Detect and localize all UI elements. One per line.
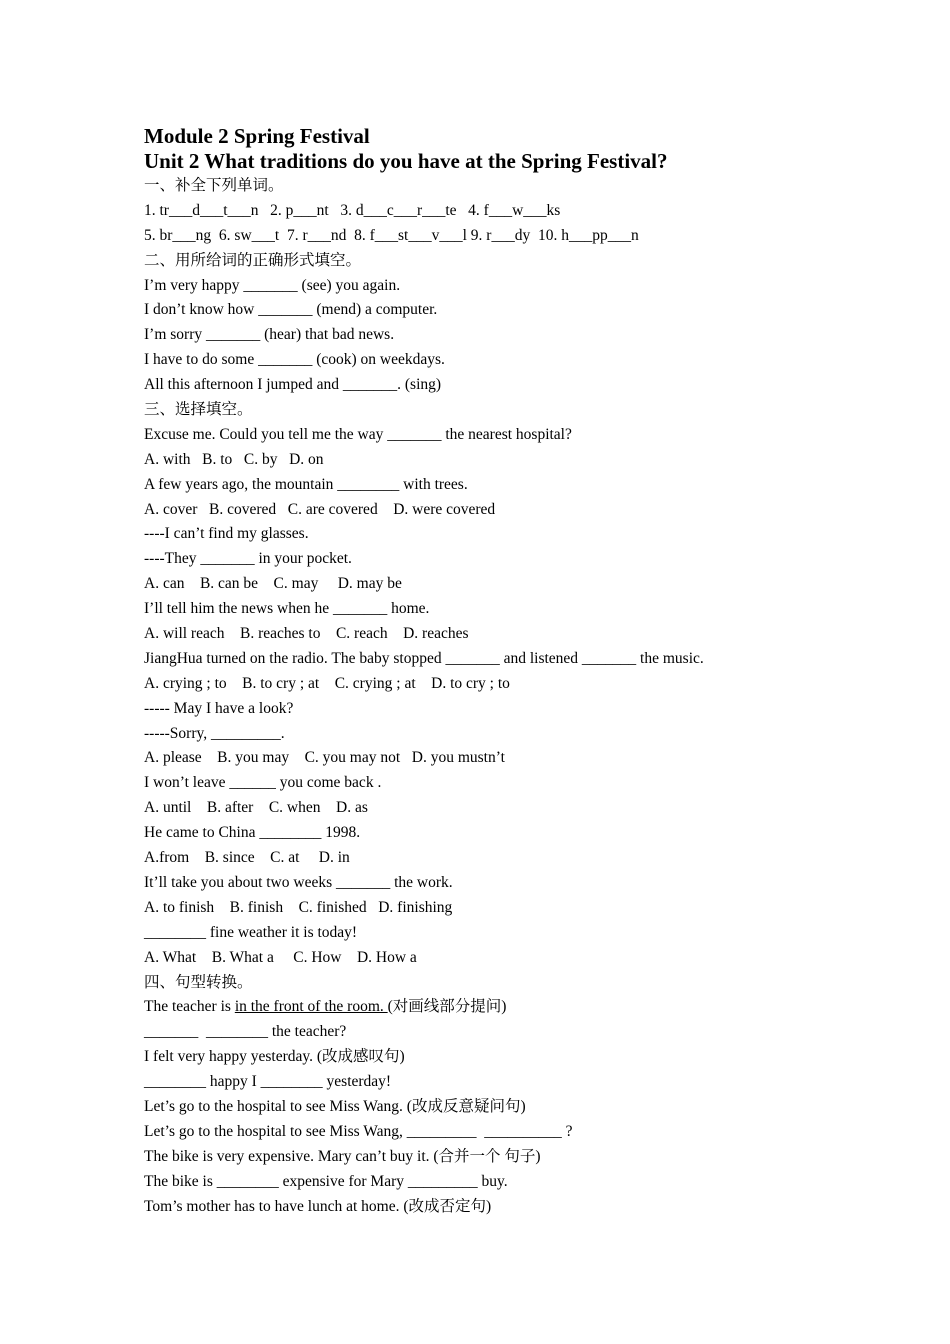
underlined-phrase: in the front of the room. <box>234 998 388 1016</box>
choice-question: He came to China ________ 1998. <box>144 824 361 842</box>
transform-answer: Let’s go to the hospital to see Miss Wang, _________ __________ ? <box>144 1122 573 1140</box>
choice-options: A. to finish B. finish C. finished D. finishing <box>144 898 453 916</box>
transform-question: I felt very happy yesterday. (改成感叹句) <box>144 1048 405 1066</box>
word-completion-row-1: 1. tr___d___t___n 2. p___nt 3. d___c___r___te 4. f___w___ks <box>144 201 561 219</box>
module-title: Module 2 Spring Festival <box>144 124 370 148</box>
worksheet-content <box>144 124 864 1219</box>
choice-question: ----They _______ in your pocket. <box>144 550 352 568</box>
transform-answer: The bike is ________ expensive for Mary _________ buy. <box>144 1172 508 1190</box>
fill-blank-question: All this afternoon I jumped and _______. (sing) <box>144 376 442 394</box>
transform-q1-instruction: (对画线部分提问) <box>387 998 507 1016</box>
transform-question: Let’s go to the hospital to see Miss Wang. (改成反意疑问句) <box>144 1097 526 1115</box>
choice-options: A. with B. to C. by D. on <box>144 450 324 468</box>
choice-options: A. will reach B. reaches to C. reach D. reaches <box>144 625 469 643</box>
choice-options: A. can B. can be C. may D. may be <box>144 575 402 593</box>
choice-options: A. cover B. covered C. are covered D. were covered <box>144 500 496 518</box>
word-completion-row-2: 5. br___ng 6. sw___t 7. r___nd 8. f___st___v___l 9. r___dy 10. h___pp___n <box>144 226 639 244</box>
choice-question: ________ fine weather it is today! <box>144 923 358 941</box>
transform-answer: ________ happy I ________ yesterday! <box>144 1073 392 1091</box>
choice-options: A. please B. you may C. you may not D. you mustn’t <box>144 749 505 767</box>
transform-question-1 <box>144 995 864 1020</box>
choice-question: ----I can’t find my glasses. <box>144 525 309 543</box>
fill-blank-question: I have to do some _______ (cook) on weekdays. <box>144 351 445 369</box>
transform-answer: _______ ________ the teacher? <box>144 1023 347 1041</box>
choice-question: Excuse me. Could you tell me the way _______ the nearest hospital? <box>144 425 572 443</box>
section-3-heading: 三、选择填空。 <box>144 401 253 419</box>
section-1-heading: 一、补全下列单词。 <box>144 177 284 194</box>
section-2-heading: 二、用所给词的正确形式填空。 <box>144 251 362 269</box>
choice-question: I’ll tell him the news when he _______ home. <box>144 600 430 618</box>
choice-question: A few years ago, the mountain ________ with trees. <box>144 475 468 493</box>
fill-blank-question: I’m sorry _______ (hear) that bad news. <box>144 326 395 344</box>
choice-options: A. crying ; to B. to cry ; at C. crying ; at D. to cry ; to <box>144 674 510 692</box>
choice-question: I won’t leave ______ you come back . <box>144 774 382 792</box>
unit-title: Unit 2 What traditions do you have at the Spring Festival? <box>144 149 668 173</box>
choice-options: A. until B. after C. when D. as <box>144 799 368 817</box>
fill-blank-question: I’m very happy _______ (see) you again. <box>144 276 401 294</box>
transform-question: Tom’s mother has to have lunch at home. (改成否定句) <box>144 1197 492 1215</box>
choice-question: It’ll take you about two weeks _______ the work. <box>144 873 453 891</box>
choice-options: A.from B. since C. at D. in <box>144 849 350 867</box>
transform-q1-prefix: The teacher is <box>144 998 235 1016</box>
transform-question: The bike is very expensive. Mary can’t buy it. (合并一个 句子) <box>144 1147 541 1165</box>
choice-question: JiangHua turned on the radio. The baby stopped _______ and listened _______ the music. <box>144 649 704 667</box>
section-4-heading: 四、句型转换。 <box>144 973 253 991</box>
fill-blank-question: I don’t know how _______ (mend) a computer. <box>144 301 438 319</box>
choice-question: ----- May I have a look? <box>144 699 294 717</box>
choice-options: A. What B. What a C. How D. How a <box>144 948 417 966</box>
choice-question: -----Sorry, _________. <box>144 724 285 742</box>
